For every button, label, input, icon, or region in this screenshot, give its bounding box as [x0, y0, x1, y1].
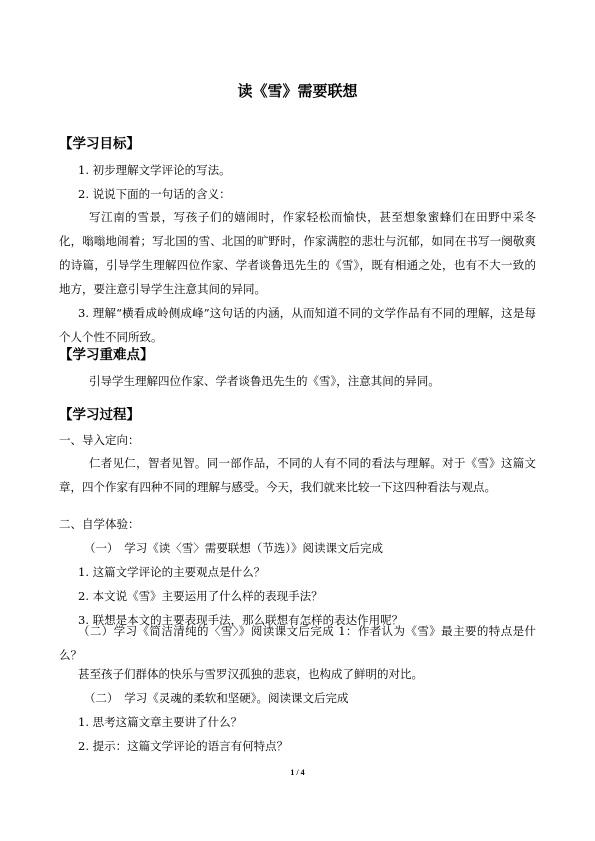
goal-quote-paragraph: 写江南的雪景，写孩子们的嬉闹时，作家轻松而愉快，甚至想象蜜蜂们在田野中采冬化，嗡嗡地闹着；写北国的雪、北国的旷野时，作家满腔的悲壮与沉郁，如同在书写一阕敬爽的诗篇，引导学生理解四位作家、学者谈鲁迅先生的《雪》，既有相通之处，也有不大一致的地方，要注意引导学生注意其间的异同。	[59, 210, 536, 296]
section-heading-process: 【学习过程】	[59, 407, 140, 423]
goal-item-1: 1. 初步理解文学评论的写法。	[78, 163, 231, 177]
goal-item-2: 2. 说说下面的一句话的含义：	[78, 187, 231, 201]
sub-section-1: （一） 学习《读〈雪〉需要联想（节选）》阅读课文后完成	[84, 541, 383, 555]
goal-item-3: 3. 理解“横看成岭侧成峰”这句话的内涵，从而知道不同的文学作品有不同的理解，这是每个人个性不同所致。	[59, 306, 536, 344]
part1-title: 一、导入定向：	[59, 433, 140, 447]
question-1: 1. 这篇文学评论的主要观点是什么？	[78, 565, 266, 579]
sub-section-3: （二） 学习《灵魂的柔软和坚硬》。阅读课文后完成	[84, 691, 349, 705]
page-number: 1 / 4	[290, 768, 305, 777]
part1-paragraph: 仁者见仁，智者见智。同一部作品，不同的人有不同的看法与理解。对于《雪》这篇文章，四个作家有四种不同的理解与感受。今天，我们就来比较一下这四种看法与观点。	[59, 456, 536, 494]
difficulty-text: 引导学生理解四位作家、学者谈鲁迅先生的《雪》，注意其间的异同。	[89, 374, 440, 388]
part2-title: 二、自学体验：	[59, 517, 140, 531]
section-heading-goals: 【学习目标】	[59, 136, 140, 152]
document-title: 读《雪》需要联想	[237, 82, 358, 100]
question-5: 2. 提示：这篇文学评论的语言有何特点？	[78, 739, 289, 753]
sub-section-2: （二）学习《简洁清纯的〈雪〉》阅读课文后完成 1：作者认为《雪》最主要的特点是什么？	[59, 624, 536, 662]
section-heading-difficulty: 【学习重难点】	[59, 347, 154, 363]
question-3: 3. 联想是本文的主要表现手法，那么联想有怎样的表达作用呢？	[78, 613, 404, 627]
question-2: 2. 本文说《雪》主要运用了什么样的表现手法？	[78, 589, 323, 603]
sub-section-2-text: 甚至孩子们群体的快乐与雪罗汉孤独的悲哀，也构成了鲜明的对比。	[78, 667, 423, 681]
question-4: 1. 思考这篇文章主要讲了什么？	[78, 715, 243, 729]
